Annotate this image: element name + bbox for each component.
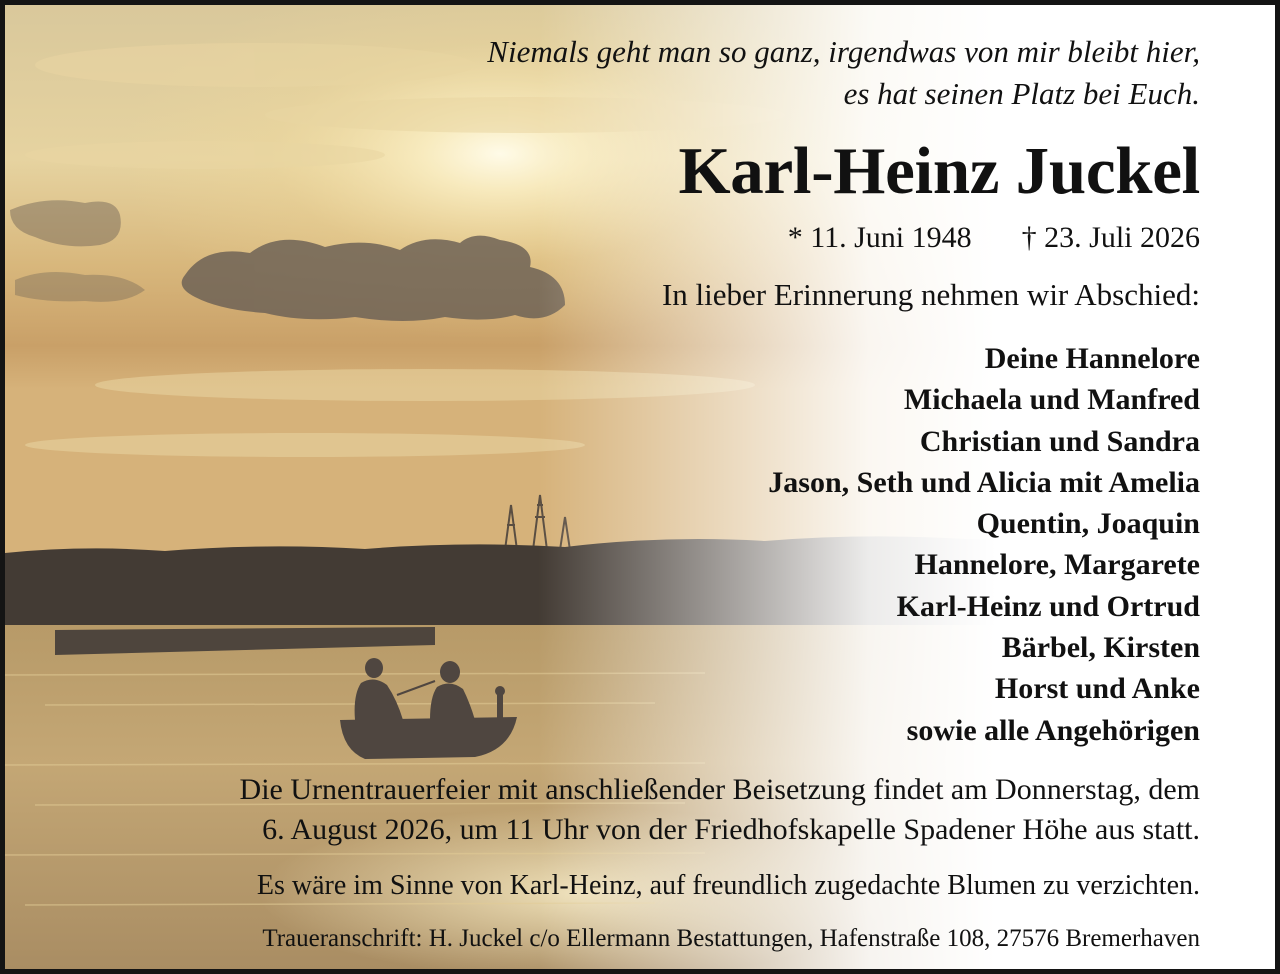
farewell-intro: In lieber Erinnerung nehmen wir Abschied:	[661, 277, 1200, 312]
ceremony-info	[240, 770, 1200, 850]
mourner-line: Hannelore, Margarete	[914, 548, 1200, 582]
death-date: † 23. Juli 2026	[1021, 221, 1200, 254]
mourning-address: Traueranschrift: H. Juckel c/o Ellermann Bestattungen, Hafenstraße 108, 27576 Bremerhaven	[262, 925, 1200, 952]
deceased-name: Karl-Heinz Juckel	[678, 134, 1200, 208]
mourner-line: Michaela und Manfred	[903, 383, 1200, 417]
mourner-line: Jason, Seth und Alicia mit Amelia	[768, 465, 1200, 499]
mourner-line: Bärbel, Kirsten	[1001, 631, 1200, 665]
quote-line-1: Niemals geht man so ganz, irgendwas von mir bleibt hier,	[487, 34, 1200, 69]
mourner-line: Horst und Anke	[994, 672, 1200, 706]
memorial-quote	[487, 31, 1200, 115]
mourner-line: Quentin, Joaquin	[976, 507, 1200, 541]
ceremony-line-1: Die Urnentrauerfeier mit anschließender Beisetzung findet am Donnerstag, dem	[239, 773, 1200, 806]
mourner-line: Karl-Heinz und Ortrud	[896, 589, 1200, 623]
birth-date: * 11. Juni 1948	[787, 221, 972, 254]
mourners-list	[768, 338, 1200, 751]
quote-line-2: es hat seinen Platz bei Euch.	[843, 76, 1200, 111]
mourner-line: Christian und Sandra	[919, 424, 1200, 458]
life-dates	[788, 218, 1200, 258]
ceremony-line-2: 6. August 2026, um 11 Uhr von der Friedhofskapelle Spadener Höhe aus statt.	[262, 813, 1200, 846]
flowers-note: Es wäre im Sinne von Karl-Heinz, auf freundlich zugedachte Blumen zu verzichten.	[256, 870, 1200, 901]
mourner-line: Deine Hannelore	[984, 342, 1200, 375]
mourner-line: sowie alle Angehörigen	[906, 713, 1200, 747]
